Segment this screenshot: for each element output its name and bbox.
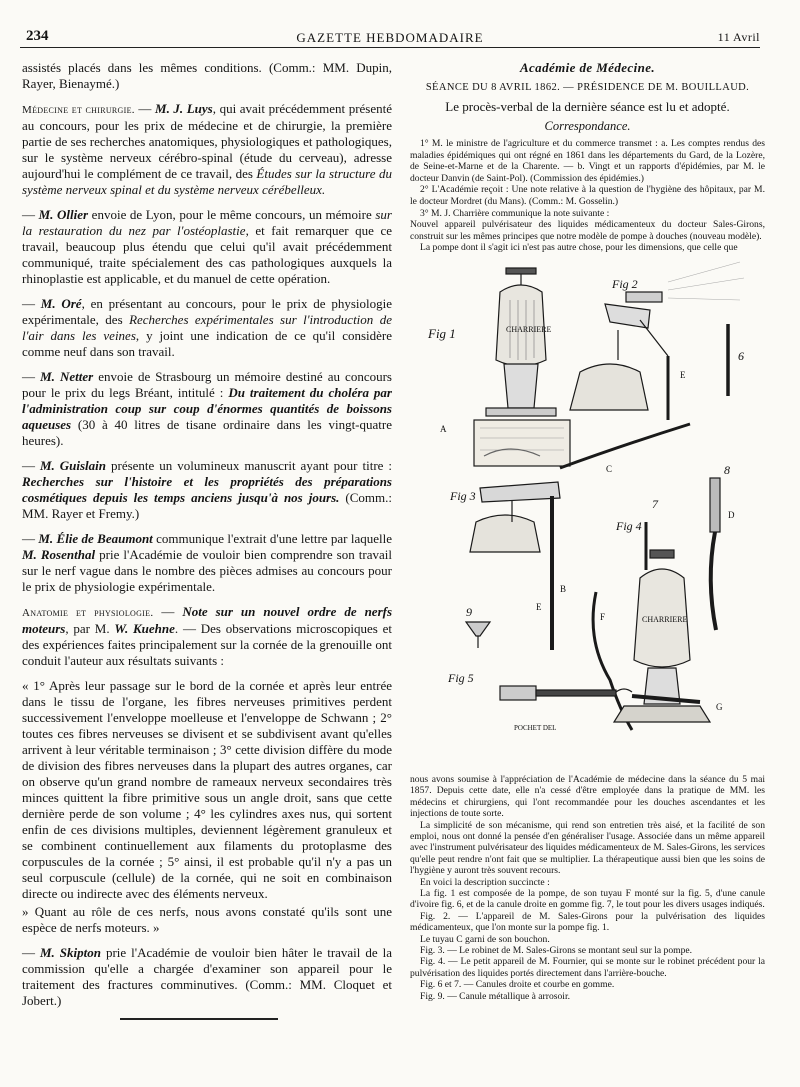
description-paragraph: Le tuyau C garni de son bouchon. (420, 933, 550, 945)
fig1-label: Fig 1 (428, 325, 456, 341)
fig2-label: Fig 2 (612, 276, 638, 291)
tap-fig3 (480, 482, 560, 502)
fig5-label: Fig 5 (448, 670, 474, 685)
label-C: C (606, 463, 613, 474)
fig4-label: Fig 4 (616, 518, 642, 533)
label-8: 8 (724, 462, 730, 477)
paragraph-guislain: — M. Guislain présente un volumineux manuscrit ayant pour titre : Recherches sur l'histoire et les propriétés des préparations cosmétiques depuis les temps anciens jusqu'à nos jours. (Comm.: MM. Rayer et Fremy.) (22, 458, 392, 521)
description-paragraph: La simplicité de son mécanisme, qui rend son entretien très aisé, et la facilité de son emploi, nous ont donné la pensée d'en généraliser l'usage. Associée dans un même appareil avec l'instrument pulvérisateur des liquides médicamenteux de M. Sales-Girons, les services qu'elle peut rendre n'ont fait que se multiplier. La thérapeutique aussi bien que les soins de l'hygiène y auront très souvent recours. (410, 819, 765, 877)
description-paragraph: Fig. 3. — Le robinet de M. Sales-Girons se montant seul sur la pompe. (420, 945, 693, 957)
paragraph-kuehne: Anatomie et physiologie. — Note sur un nouvel ordre de nerfs moteurs, par M. W. Kuehne. — Des observations microscopiques et des expériences faites principalement sur la cornée de la grenouille ont conduit l'auteur aux résultats suivants : (22, 604, 393, 668)
pump-handle-fig1 (506, 268, 536, 274)
description-paragraph: Fig. 2. — L'appareil de M. Sales-Girons pour la pulvérisation des liquides médicamenteux, que l'on monte sur la pompe fig. 1. (410, 910, 765, 934)
paragraph-beaumont: — M. Élie de Beaumont communique l'extrait d'une lettre par laquelle M. Rosenthal prie l'Académie de vouloir bien comprendre son travail sur le nerf vague dans le nombre des pièces admises au concours pour le prix de physiologie expérimentale. (22, 531, 393, 594)
fig3-label: Fig 3 (450, 488, 476, 503)
issue-date: 11 Avril (717, 30, 760, 44)
sprayer-bottle-fig3 (470, 515, 540, 552)
label-E2: E (536, 601, 542, 612)
correspondence-item: La pompe dont il s'agit ici n'est pas autre chose, pour les dimensions, que celle que (420, 242, 738, 254)
label-D: D (728, 509, 735, 520)
label-G: G (716, 701, 723, 712)
brand-fig1: CHARRIERE (506, 324, 552, 334)
paragraph-continuation: assistés placés dans les mêmes conditions. (Comm.: MM. Dupin, Rayer, Bienaymé.) (22, 60, 392, 91)
minutes-line: Le procès-verbal de la dernière séance est lu et adopté. (445, 99, 730, 114)
right-column (410, 60, 765, 1067)
label-6: 6 (738, 348, 744, 363)
description-paragraph: En voici la description succincte : (420, 876, 550, 888)
page-header (20, 26, 760, 48)
paragraph-skipton: — M. Skipton prie l'Académie de vouloir bien hâter le travail de la commission qu'elle a chargée d'examiner son appareil pour le traitement des fractures comminutives. (Comm.: MM. Cloquet et Jobert.) (22, 945, 393, 1008)
apparatus-illustration (410, 260, 765, 768)
label-E: E (680, 369, 686, 380)
description-paragraph: La fig. 1 est composée de la pompe, de son tuyau F monté sur la fig. 5, d'une canule d'ivoire fig. 6, et de la canule droite en gomme fig. 7, le tout pour les divers usages indiqués. (410, 888, 765, 911)
description-body (410, 774, 765, 1002)
label-9: 9 (466, 604, 472, 619)
correspondence-item: 3° M. J. Charrière communique la note suivante : (420, 207, 610, 219)
label-B: B (560, 583, 567, 594)
paragraph-quote: « 1° Après leur passage sur le bord de la cornée et après leur entrée dans le tissu de l'organe, les fibres nerveuses primitives perdent successivement l'enveloppe moelleuse et l'enveloppe de Schwann ; 2° toutes ces fibres nerveuses se divisent et se subdivisent avant qu'elles arrivent à leur véritable terminaison ; 3° cette division diffère du mode de division des fibres nerveuses dans la plupart des autres organes, car on observe qu'un grand nombre de rameaux nerveux secondaires très minces quittent la fibre primitive sous un angle droit, sans que cette dernière perde de son volume ; 4° les cylindres axes nus, qui sortent enfin de ces divisions multiples, deviennent légèrement granuleux et se combinent continuellement aux filaments du protoplasme des corpuscules de la cornée ; 5° ainsi, il est probable qu'il n'y a pas un seul corpuscule (cellule) de la cornée, qui ne soit en combinaison directe ou indirecte avec des éléments nerveux. (22, 678, 392, 901)
correspondence-body (410, 138, 765, 254)
paragraph-quote-end: » Quant au rôle de ces nerfs, nous avons constaté qu'ils sont une espèce de nerfs moteurs. » (22, 904, 392, 935)
journal-title: GAZETTE HEBDOMADAIRE (296, 30, 484, 45)
funnel-9 (466, 622, 490, 636)
correspondence-item: Nouvel appareil pulvérisateur des liquides médicamenteux du docteur Sales-Girons, construit sur les mêmes principes que notre modèle de pompe à douches (nouveau modèle). (410, 219, 765, 242)
correspondence-heading: Correspondance. (544, 119, 631, 133)
page-number: 234 (26, 28, 49, 44)
correspondence-item: 1° M. le ministre de l'agriculture et du commerce transmet : a. Les comptes rendus des maladies épidémiques qui ont régné en 1861 dans les départements du Gard, de la Lozère, de Seine-et-Marne et de la Charente. — b. Vingt et un rapports d'épidémies, par M. le docteur Danvin (de Saint-Pol). (Commission des épidémies.) (410, 138, 765, 184)
correspondence-item: 2° L'Académie reçoit : Une note relative à la question de l'hygiène des hôpitaux, par M. le docteur Mordret (du Mans). (Comm.: M. Gosselin.) (410, 184, 765, 207)
session-line: SÉANCE DU 8 AVRIL 1862. — PRÉSIDENCE DE M. BOUILLAUD. (425, 82, 750, 93)
label-7: 7 (652, 496, 658, 511)
brand-fig4: CHARRIERE (642, 614, 688, 624)
engraver-signature: POCHET DEL (514, 723, 557, 732)
column-end-rule (120, 1018, 278, 1020)
section-title: Académie de Médecine. (519, 60, 656, 75)
description-paragraph: Fig. 6 et 7. — Canules droite et courbe en gomme. (420, 979, 615, 991)
engraving-figure (410, 260, 765, 768)
sprayer-nozzle (626, 292, 662, 302)
paragraph-netter: — M. Netter envoie de Strasbourg un mémoire destiné au concours pour le prix du legs Bréant, intitulé : Du traitement du choléra par l'administration coup sur coup d'énormes quantités de boissons aqueuses (30 à 40 litres de tisane ordinaire dans les vingt-quatre heures). (22, 369, 392, 448)
description-paragraph: nous avons soumise à l'appréciation de l'Académie de médecine dans la séance du 5 mai 1857. Depuis cette date, elle n'a cessé d'être employée dans la pratique de MM. les médecins et chirurgiens, qui l'ont recommandée pour les douches ascendantes et les injections de toute sorte. (410, 773, 765, 820)
description-paragraph: Fig. 9. — Canule métallique à arrosoir. (420, 990, 571, 1002)
sprayer-bottle-fig2 (570, 364, 648, 410)
paragraph-ore: — M. Oré, en présentant au concours, pour le prix de physiologie expérimentale, des Recherches expérimentales sur l'introduction de l'air dans les veines, y joint une indication de ce qu'il considère comme neuf dans son travail. (22, 296, 393, 359)
description-paragraph: Fig. 4. — Le petit appareil de M. Fournier, qui se monte sur le robinet précédent pour la pulvérisation des liquides portés directement dans l'arrière-bouche. (410, 956, 765, 979)
left-column (22, 60, 392, 1067)
paragraph-luys: Médecine et chirurgie. — M. J. Luys, qui avait précédemment présenté au concours, pour les prix de médecine et de chirurgie, la première partie de ses recherches anatomiques, physiologiques et pathologiques, sur le système nerveux cérébro-spinal (étude du cerveau), adresse aujourd'hui le complément de ce travail, des Études sur la structure du système nerveux spinal et du système nerveux cérébelleux. (22, 101, 393, 197)
pump-base-fig4 (614, 706, 710, 722)
label-A: A (440, 423, 447, 434)
pump-base-fig1 (474, 420, 570, 466)
paragraph-ollier: — M. Ollier envoie de Lyon, pour le même concours, un mémoire sur la restauration du nez par l'ostéoplastie, et fait remarquer que ce travail, beaucoup plus étendu que celui qu'il avait précédemment communiqué, traite spécialement des cas pathologiques auxquels la rhinoplastie est applicable, et du manuel de cette opération. (22, 207, 392, 286)
label-F: F (600, 611, 606, 622)
